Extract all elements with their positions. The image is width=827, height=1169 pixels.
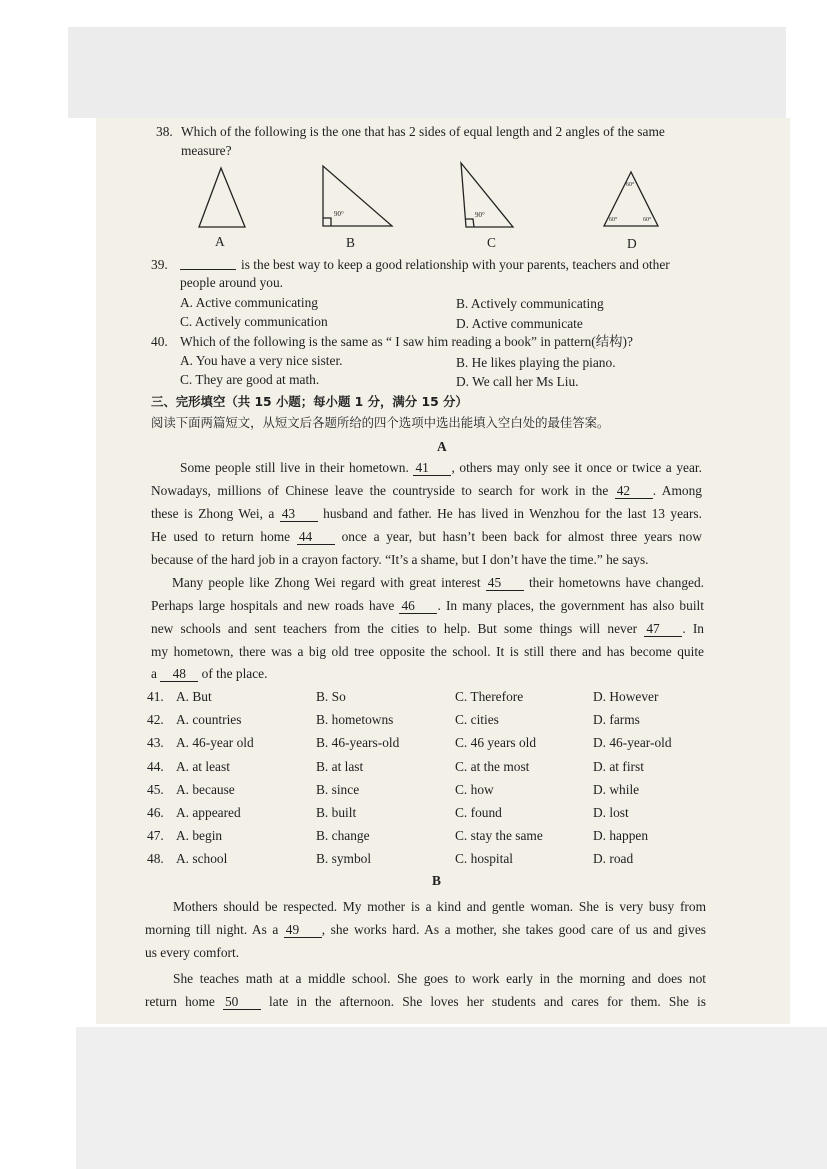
option-43-a: A. 46-year old — [176, 735, 254, 750]
option-47-c: C. stay the same — [455, 828, 543, 843]
q39-option-c: C. Actively communication — [180, 314, 328, 329]
triangle-label-b: B — [346, 235, 355, 250]
blank-44: 44 — [297, 530, 335, 545]
passage-b-line: Mothers should be respected. My mother is a kind and gentle woman. She is very busy from — [173, 899, 706, 914]
passage-a-line: a 48 of the place. — [151, 666, 268, 681]
blank-43: 43 — [280, 507, 318, 522]
triangle-d-right-angle: 60° — [643, 217, 652, 223]
q39-stem-line2: people around you. — [180, 275, 284, 290]
passage-b-line: return home 50 late in the afternoon. She loves her students and cares for them. She is — [145, 994, 706, 1009]
option-41-a: A. But — [176, 689, 212, 704]
q38-stem-line2: measure? — [181, 143, 232, 158]
passage-b-line: She teaches math at a middle school. She goes to work early in the morning and does not — [173, 971, 706, 986]
option-42-a: A. countries — [176, 712, 242, 727]
passage-b-title: B — [432, 873, 441, 888]
option-46-a: A. appeared — [176, 805, 241, 820]
option-46-b: B. built — [316, 805, 357, 820]
passage-a-line: He used to return home 44 once a year, but hasn’t been back for almost three years now — [151, 529, 702, 544]
option-41-d: D. However — [593, 689, 659, 704]
q38-stem-line1: Which of the following is the one that has 2 sides of equal length and 2 angles of the same — [181, 124, 665, 139]
passage-a-line: Perhaps large hospitals and new roads have 46 . In many places, the government has also built — [151, 598, 704, 613]
blank-45: 45 — [486, 576, 524, 591]
q38-number: 38. — [156, 124, 173, 139]
option-46-c: C. found — [455, 805, 502, 820]
q39-number: 39. — [151, 257, 168, 272]
option-44-c: C. at the most — [455, 759, 530, 774]
option-46-num: 46. — [147, 805, 164, 820]
option-42-c: C. cities — [455, 712, 499, 727]
option-45-d: D. while — [593, 782, 640, 797]
option-44-a: A. at least — [176, 759, 230, 774]
option-47-d: D. happen — [593, 828, 649, 843]
q39-option-d: D. Active communicate — [456, 316, 583, 331]
blank-49: 49 — [284, 923, 322, 938]
passage-a-line: because of the hard job in a crayon factory. “It’s a shame, but I don’t have the time.” he says. — [151, 552, 649, 567]
triangle-a-icon — [199, 168, 245, 227]
option-48-b: B. symbol — [316, 851, 372, 866]
blank-48: 48 — [160, 667, 198, 682]
q38-triangles-figure — [0, 0, 827, 260]
option-44-b: B. at last — [316, 759, 364, 774]
passage-b-line: us every comfort. — [145, 945, 240, 960]
triangle-d-top-angle: 60° — [626, 182, 635, 188]
option-43-c: C. 46 years old — [455, 735, 537, 750]
triangle-d-left-angle: 60° — [609, 217, 618, 223]
q39-answer-blank — [180, 269, 236, 270]
option-45-b: B. since — [316, 782, 360, 797]
triangle-c-icon — [461, 163, 513, 227]
triangle-c-angle: 90° — [475, 211, 485, 219]
blank-46: 46 — [399, 599, 437, 614]
passage-a-line: Many people like Zhong Wei regard with great interest 45 their hometowns have changed. — [172, 575, 705, 590]
q39-option-a: A. Active communicating — [180, 295, 318, 310]
q40-option-d: D. We call her Ms Liu. — [456, 374, 579, 389]
option-48-num: 48. — [147, 851, 164, 866]
option-41-c: C. Therefore — [455, 689, 524, 704]
passage-a-line: my hometown, there was a big old tree opposite the school. It is still there and has become quite — [151, 644, 704, 659]
section-instruction: 阅读下面两篇短文，从短文后各题所给的四个选项中选出能填入空白处的最佳答案。 — [151, 415, 610, 430]
option-48-d: D. road — [593, 851, 634, 866]
option-48-c: C. hospital — [455, 851, 514, 866]
option-41-b: B. So — [316, 689, 346, 704]
passage-a-line: these is Zhong Wei, a 43 husband and father. He has lived in Wenzhou for the last 13 years. — [151, 506, 702, 521]
option-43-b: B. 46-years-old — [316, 735, 400, 750]
option-46-d: D. lost — [593, 805, 629, 820]
option-43-num: 43. — [147, 735, 164, 750]
option-45-c: C. how — [455, 782, 494, 797]
option-47-b: B. change — [316, 828, 370, 843]
triangle-b-angle: 90° — [334, 210, 344, 218]
option-44-d: D. at first — [593, 759, 644, 774]
option-42-b: B. hometowns — [316, 712, 394, 727]
blank-47: 47 — [644, 622, 682, 637]
option-45-a: A. because — [176, 782, 235, 797]
blank-42: 42 — [615, 484, 653, 499]
q39-stem-line1: is the best way to keep a good relationship with your parents, teachers and other — [241, 257, 670, 272]
blank-50: 50 — [223, 995, 261, 1010]
q40-number: 40. — [151, 334, 168, 349]
passage-a-line: Nowadays, millions of Chinese leave the countryside to search for work in the 42 . Among — [151, 483, 702, 498]
option-42-num: 42. — [147, 712, 164, 727]
option-43-d: D. 46-year-old — [593, 735, 672, 750]
triangle-label-a: A — [215, 234, 225, 249]
option-47-a: A. begin — [176, 828, 223, 843]
q40-stem: Which of the following is the same as “ I saw him reading a book” in pattern(结构)? — [180, 334, 633, 349]
q39-option-b: B. Actively communicating — [456, 296, 604, 311]
option-47-num: 47. — [147, 828, 164, 843]
option-48-a: A. school — [176, 851, 228, 866]
passage-b-line: morning till night. As a 49 , she works hard. As a mother, she takes good care of us and gives — [145, 922, 706, 937]
option-42-d: D. farms — [593, 712, 640, 727]
passage-a-line: new schools and sent teachers from the cities to help. But some things will never 47 . In — [151, 621, 704, 636]
section-heading: 三、完形填空（共 15 小题；每小题 1 分，满分 15 分） — [151, 394, 468, 409]
blank-41: 41 — [413, 461, 451, 476]
q40-option-b: B. He likes playing the piano. — [456, 355, 616, 370]
bottom-blank-band — [76, 1027, 827, 1169]
q40-option-a: A. You have a very nice sister. — [180, 353, 343, 368]
q40-option-c: C. They are good at math. — [180, 372, 320, 387]
passage-a-line: Some people still live in their hometown. 41 , others may only see it once or twice a year. — [180, 460, 702, 475]
triangle-label-c: C — [487, 235, 496, 250]
triangle-label-d: D — [627, 236, 637, 251]
option-44-num: 44. — [147, 759, 164, 774]
option-41-num: 41. — [147, 689, 164, 704]
passage-a-title: A — [437, 439, 447, 454]
option-45-num: 45. — [147, 782, 164, 797]
